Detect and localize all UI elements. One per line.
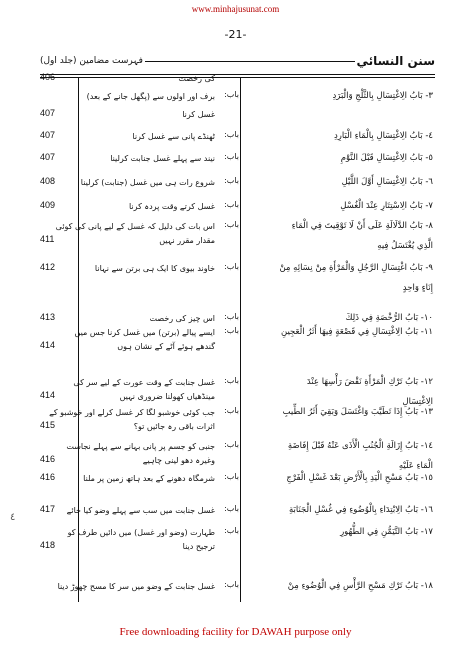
page-ref: 416 xyxy=(40,454,56,464)
bab-label: باب: xyxy=(224,580,239,589)
page-number: -21- xyxy=(224,28,247,41)
bab-label: باب: xyxy=(224,90,239,99)
page-ref: 409 xyxy=(40,200,56,210)
chapter-urdu: جنبی کو جسم پر پانی بہانے سے پہلے نجاست xyxy=(66,442,215,451)
chapter-arabic: الِاغْتِسَالِ xyxy=(402,397,433,407)
chapter-arabic: ٧- بَابُ الِاسْتِتَارِ عِنْدَ الْغُسْلِ xyxy=(340,201,433,211)
chapter-urdu: مقدار مقرر نہیں xyxy=(159,236,215,245)
chapter-urdu: غسل کرنا xyxy=(182,110,215,119)
chapter-arabic: ٥- بَابُ الِاغْتِسَالِ قَبْلَ النَّوْمِ xyxy=(340,153,433,163)
bab-label: باب: xyxy=(224,526,239,535)
bab-label: باب: xyxy=(224,406,239,415)
chapter-arabic: ١٣- بَابُ إِذَا تَطَيَّبَ وَاغْتَسَلَ وَبَقِيَ أَثَرُ الطِّيبِ xyxy=(282,407,433,417)
bab-label: باب: xyxy=(224,440,239,449)
chapter-urdu: کی رخصت xyxy=(178,74,215,83)
footer-note: Free downloading facility for DAWAH purpose only xyxy=(119,626,352,638)
bab-label: باب: xyxy=(224,472,239,481)
page-ref: 415 xyxy=(40,420,56,430)
page-ref: 418 xyxy=(40,540,56,550)
page-ref: 407 xyxy=(40,108,56,118)
page-ref: 413 xyxy=(40,312,56,322)
chapter-arabic: ١٥- بَابُ مَسْحِ الْيَدِ بِالْأَرْضِ بَعْدَ غَسْلِ الْفَرْجِ xyxy=(286,473,433,483)
chapter-urdu: غسل جنابت میں سب سے پہلے وضو کیا جائے xyxy=(66,506,215,515)
chapter-arabic: ٩- بَابُ اغْتِسَالِ الرَّجُلِ وَالْمَرْأَةِ مِنْ نِسَائِهِ مِنْ xyxy=(279,263,433,273)
chapter-urdu: وغیرہ دھو لینی چاہیے xyxy=(142,456,215,465)
page-ref: 414 xyxy=(40,340,56,350)
chapter-arabic: ٨- بَابُ الدَّلَالَةِ عَلَى أَنْ لَا تَوْقِيتَ فِي الْمَاءِ xyxy=(291,221,433,231)
bab-label: باب: xyxy=(224,504,239,513)
chapter-arabic: ١٠- بَابُ الرُّخْصَةِ فِي ذَلِكَ xyxy=(345,313,433,323)
chapter-urdu: گندھے ہوئے آٹے کے نشان ہوں xyxy=(117,342,215,351)
page-ref: 417 xyxy=(40,504,56,514)
page-ref: 411 xyxy=(40,234,55,244)
bab-label: باب: xyxy=(224,220,239,229)
chapter-arabic: إِنَاءٍ وَاحِدٍ xyxy=(402,283,433,293)
page-ref: 416 xyxy=(40,472,56,482)
bab-label: باب: xyxy=(224,326,239,335)
page-ref: 414 xyxy=(40,390,56,400)
chapter-urdu: اثرات باقی رہ جائیں تو؟ xyxy=(133,422,215,431)
bab-label: باب: xyxy=(224,176,239,185)
page-ref: 407 xyxy=(40,130,56,140)
margin-mark: ٤ xyxy=(10,512,16,523)
chapter-arabic: ٣- بَابُ الِاغْتِسَالِ بِالثَّلْجِ وَالْبَرَدِ xyxy=(332,91,433,101)
page-ref: 407 xyxy=(40,152,56,162)
chapter-urdu: غسل جنابت کے وضو میں سر کا مسح چھوڑ دینا xyxy=(57,582,215,591)
page-ref: 406 xyxy=(40,72,56,82)
chapter-arabic: ١٤- بَابُ إِزَالَةِ الْجُنُبِ الْأَذَى عَنْهُ قَبْلَ إِفَاضَةِ xyxy=(287,441,433,451)
chapter-urdu: جب کوئی خوشبو لگا کر غسل کرلے اور خوشبو کے xyxy=(49,408,215,417)
book-title: سنن النسائي xyxy=(356,54,435,68)
top-rule-2 xyxy=(40,77,435,78)
chapter-urdu: غسل جنابت کے وقت عورت کے لیے سر کی xyxy=(73,378,215,387)
top-rule xyxy=(40,74,435,75)
source-url: www.minhajusunat.com xyxy=(191,4,280,14)
chapter-urdu: شرمگاہ دھونے کے بعد ہاتھ زمین پر ملنا xyxy=(83,474,215,483)
chapter-arabic: الَّذِي يُغْتَسَلُ فِيهِ xyxy=(377,241,433,251)
chapter-arabic: ٦- بَابُ الِاغْتِسَالِ أَوَّلَ اللَّيْلِ xyxy=(341,177,433,187)
column-divider-page xyxy=(78,77,79,602)
chapter-arabic: ١٢- بَابُ تَرْكِ الْمَرْأَةِ نَقْضَ رَأْسِهَا عِنْدَ xyxy=(306,377,433,387)
bab-label: باب: xyxy=(224,200,239,209)
chapter-urdu: برف اور اولوں سے (پگھل جانے کے بعد) xyxy=(86,92,215,101)
column-divider-main xyxy=(240,77,241,602)
bab-label: باب: xyxy=(224,376,239,385)
chapter-urdu: اس بات کی دلیل کہ غسل کے لیے پانی کی کوئی xyxy=(55,222,215,231)
toc-label: فہرست مضامین (جلد اول) xyxy=(40,56,143,66)
chapter-urdu: ٹھنڈے پانی سے غسل کرنا xyxy=(132,132,215,141)
chapter-urdu: مینڈھیاں کھولنا ضروری نہیں xyxy=(119,392,215,401)
page-header xyxy=(40,54,435,72)
chapter-urdu: ترجیح دینا xyxy=(182,542,215,551)
chapter-urdu: ایسے پیالے (برتن) میں غسل کرنا جس میں xyxy=(74,328,215,337)
chapter-arabic: ١٦- بَابُ الِابْتِدَاءِ بِالْوُضُوءِ فِي غُسْلِ الْجَنَابَةِ xyxy=(288,505,433,515)
chapter-arabic: ١٨- بَابُ تَرْكِ مَسْحِ الرَّأْسِ فِي الْوُضُوءِ مِنْ xyxy=(287,581,433,591)
page-ref: 408 xyxy=(40,176,56,186)
chapter-urdu: غسل کرتے وقت پردہ کرنا xyxy=(128,202,215,211)
chapter-urdu: طہارت (وضو اور غسل) میں دائیں طرف کو xyxy=(67,528,215,537)
bab-label: باب: xyxy=(224,130,239,139)
chapter-arabic: ٤- بَابُ الِاغْتِسَالِ بِالْمَاءِ الْبَارِدِ xyxy=(333,131,433,141)
bab-label: باب: xyxy=(224,262,239,271)
chapter-urdu: خاوند بیوی کا ایک ہی برتن سے نہانا xyxy=(94,264,215,273)
chapter-arabic: الْمَاءِ عَلَيْهِ xyxy=(398,461,433,471)
page-ref: 412 xyxy=(40,262,56,272)
chapter-arabic: ١١- بَابُ الِاغْتِسَالِ فِي قَصْعَةٍ فِيهَا أَثَرُ الْعَجِينِ xyxy=(280,327,433,337)
chapter-urdu: اس چیز کی رخصت xyxy=(149,314,215,323)
bab-label: باب: xyxy=(224,152,239,161)
bab-label: باب: xyxy=(224,312,239,321)
header-line-left xyxy=(145,61,355,62)
chapter-arabic: ١٧- بَابُ التَّيَمُّنِ فِي الطُّهُورِ xyxy=(340,527,433,537)
chapter-urdu: نیند سے پہلے غسل جنابت کرلینا xyxy=(110,154,215,163)
chapter-urdu: شروع رات ہی میں غسل (جنابت) کرلینا xyxy=(80,178,215,187)
